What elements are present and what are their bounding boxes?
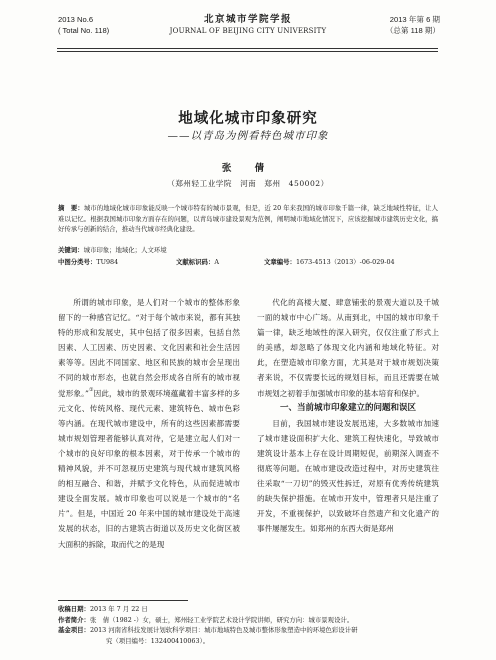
fund-text: 2013 河南省科技发展计划软科学项目：城市地域特色及城市整体形象塑造中的环境色彩设计研 [89, 626, 358, 634]
paragraph-text: 因此，城市的景观环境蕴藏着丰富多样的多元文化、传统风格、现代元素、建筑特色、城市色彩等内涵。在现代城市建设中，所有的这些因素都需要城市规划管理者能够认真对待，它是建立起人们对一个城市的良好印象的根本因素，对于传承一个城市的精神风貌，并不可忽视历史建筑与现代城市建筑风格的相互融合、和谐，并赋予文化特色，从而促进城市建设全面发展。城市印象也可以说是一个城市的“名片”。但是，中国近 20 年来中国的城市建设处于高速发展的状态，旧的古建筑古街道以及历史文化街区被大面积的拆除，取而代之的是现 [58, 388, 240, 549]
paragraph-text: 所谓的城市印象，是人们对一个城市的整体形象留下的一种感官记忆。“对于每个城市来说，都有其独特的形成和发展史，其中包括了很多因素，包括自然因素、人工因素、历史因素、文化因素和社会生活因素等等。因此不同国家、地区和民族的城市会呈现出不同的城市形态，也就自然会形成各自所有的城市视觉形象。” [58, 298, 240, 398]
body-column-right [257, 295, 439, 537]
issue-number: 2013 No.6 [58, 15, 94, 24]
received-value: 2013 年 7 月 22 日 [89, 605, 148, 613]
fund-info [58, 625, 438, 636]
classification-line [58, 257, 438, 266]
total-number: ( Total No. 118) [58, 26, 110, 35]
journal-title-cn: 北京城市学院学报 [203, 14, 292, 25]
article-title: 地域化城市印象研究 [178, 110, 318, 127]
clc-label: 中图分类号： [58, 258, 97, 266]
body-column-left [58, 295, 240, 552]
header-rule-bottom [57, 51, 438, 52]
received-label: 收稿日期： [58, 605, 90, 613]
keywords [58, 245, 167, 254]
article-subtitle: ——以青岛为例看特色城市印象 [167, 130, 329, 142]
fund-label: 基金项目： [58, 626, 90, 634]
author-bio-text: 张 倩（1982 -）女，硕士，郑州轻工业学院艺术设计学院讲师，研究方向：城市景观设计。 [89, 615, 354, 624]
author-affiliation: （郑州轻工业学院 河南 郑州 450002） [167, 179, 329, 188]
journal-title [140, 14, 356, 37]
page-header [0, 14, 496, 50]
doc-code: A [214, 258, 219, 266]
abstract-label: 摘 要： [58, 204, 84, 212]
total-number-cn: （总第 118 期） [385, 26, 440, 35]
header-issue-right [386, 14, 440, 36]
issue-number-cn: 2013 年第 6 期 [389, 15, 440, 24]
author-bio-label: 作者简介： [58, 615, 90, 624]
header-issue-left [58, 14, 109, 36]
article-no-label: 文章编号： [264, 258, 296, 266]
keywords-text: 城市印象；地域化；人文环境 [83, 246, 167, 254]
received-date [58, 604, 438, 615]
footnote-rule [58, 600, 188, 601]
body-paragraph [58, 295, 240, 552]
body-paragraph: 代化的高楼大厦、肆意铺张的景观大道以及千城一面的城市中心广场。从南到北，中国的城市印象千篇一律，缺乏地域性的深入研究，仅仅注重了形式上的美感，却忽略了体现文化内涵和地域化特征。对此，在塑造城市印象方面，尤其是对于城市规划决策者来说，不仅需要长远的规划目标，而且还需要在城市规划之初着手加强城市印象的基本培育和保护。 [257, 298, 439, 398]
abstract [58, 203, 438, 235]
abstract-text: 城市的地域化城市印象能反映一个城市特有的城市景观，但是，近 20 年来我国的城市印象千篇一律，缺乏地域性特征，让人难以记忆。根据我国城市印象方面存在的问题，以青岛城市建设景观为范例，阐明城市地域化情况下，应该挖掘城市建筑历史文化，搞好传承与创新的结合，推动当代城市经典化建设。 [58, 204, 438, 234]
footnote-marker: ① [88, 386, 94, 393]
header-rule-top [57, 48, 438, 49]
section-heading: 一、当前城市印象建立的问题和误区 [279, 402, 416, 413]
author-name: 张 倩 [221, 163, 275, 174]
clc-code: TU984 [96, 258, 119, 266]
fund-info-continued: 究（项目编号：132400410063）。 [106, 636, 210, 645]
body-paragraph: 目前，我国城市建设发展迅速，大多数城市加速了城市建设面积扩大化、建筑工程快速化，导致城市建筑设计基本上存在设计周期短促，前期深入调查不彻底等问题。在城市建设改造过程中，对历史建筑往往采取“一刀切”的毁灭性拆迁，对原有优秀传统建筑的缺失保护措施。在城市开发中，管理者只是注重了开发，不重视保护，以致破坏自然遗产和文化遗产的事件屡屡发生。如郑州的东西大街是郑州 [257, 418, 439, 534]
journal-title-en: JOURNAL OF BEIJING CITY UNIVERSITY [169, 27, 327, 35]
article-no: 1673-4513（2013）-06-029-04 [295, 258, 395, 266]
author-bio [58, 615, 438, 626]
footnotes [58, 604, 438, 646]
keywords-label: 关键词： [58, 246, 84, 254]
doc-code-label: 文献标识码： [176, 258, 215, 266]
